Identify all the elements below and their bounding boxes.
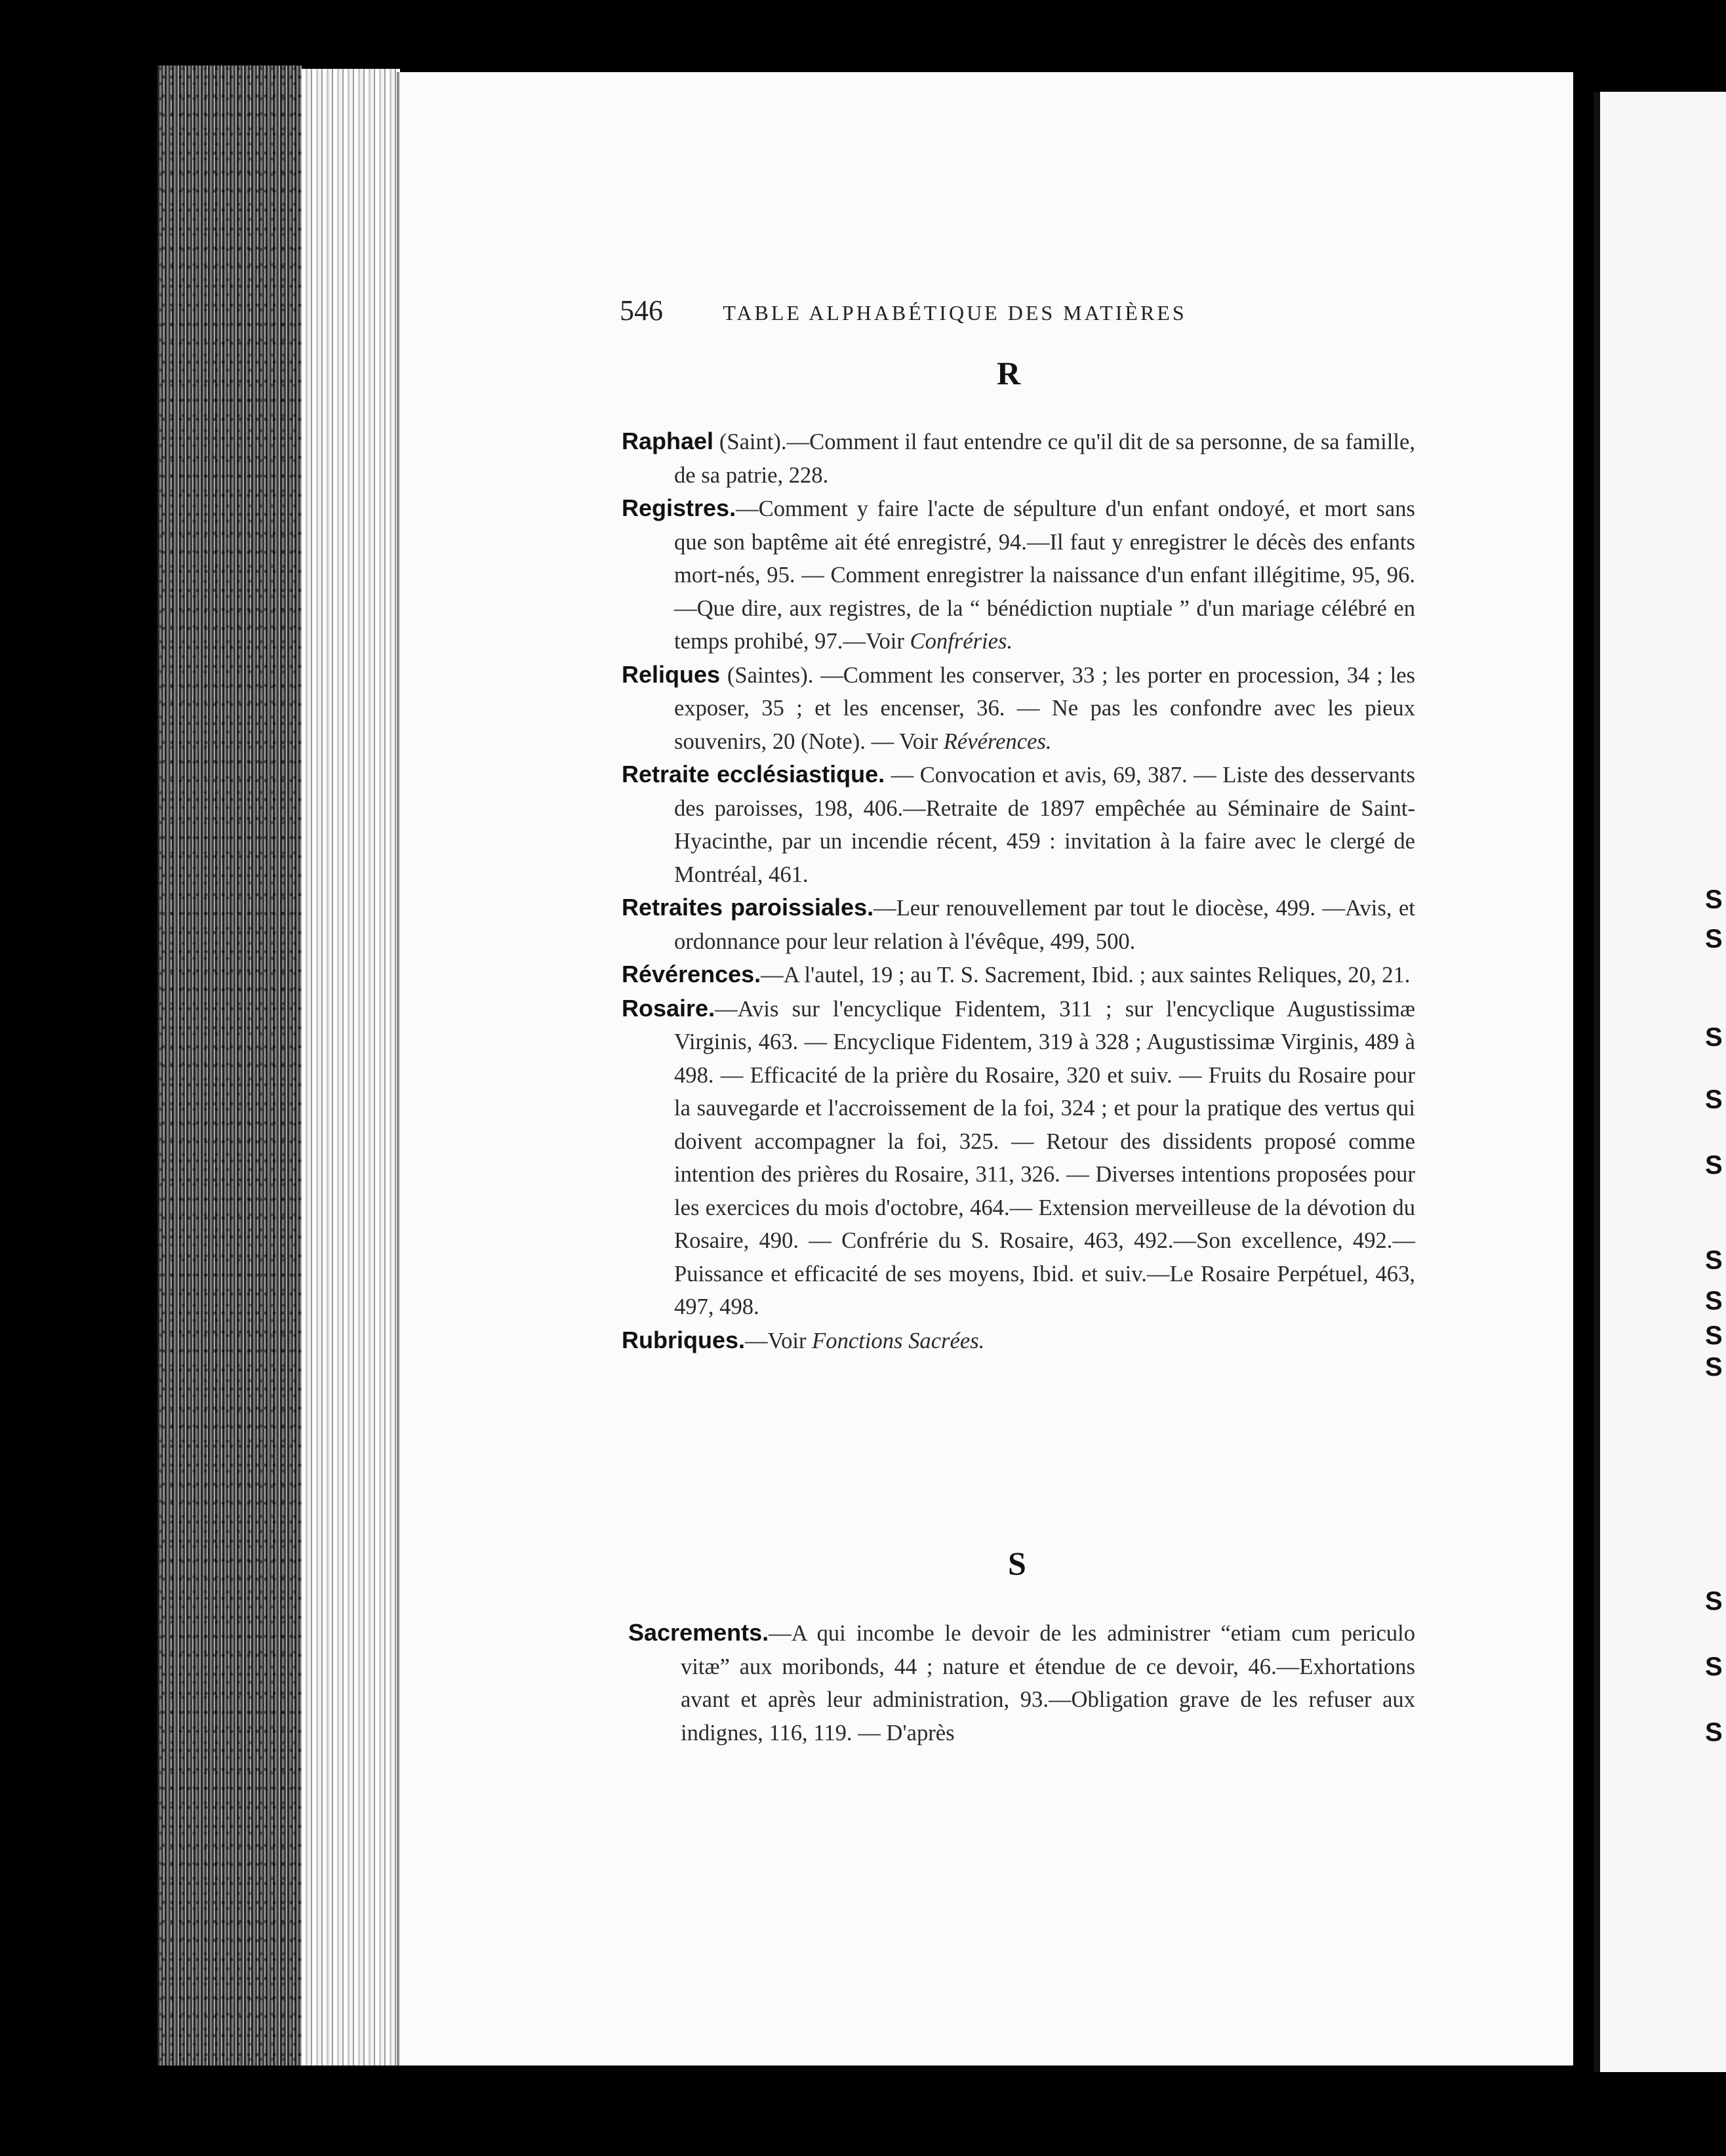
section-letter-r: R xyxy=(997,355,1021,391)
entry-term: Révérences. xyxy=(622,961,761,988)
facing-page-letter: S xyxy=(1705,1246,1723,1275)
index-entry xyxy=(622,658,1415,759)
index-entry xyxy=(622,891,1415,958)
entry-text: —Voir xyxy=(745,1328,813,1353)
facing-page-letter: S xyxy=(1705,885,1723,914)
facing-page-letter: S xyxy=(1705,1151,1723,1180)
book-edge xyxy=(157,66,302,2066)
page-number: 546 xyxy=(620,294,663,327)
index-entry xyxy=(622,992,1415,1324)
entry-term: Retraite ecclésiastique. xyxy=(622,761,885,788)
running-title: TABLE ALPHABÉTIQUE DES MATIÈRES xyxy=(723,301,1187,325)
entry-text: —A l'autel, 19 ; au T. S. Sacrement, Ibid. ; aux saintes Reliques, 20, 21. xyxy=(761,963,1411,988)
index-entry xyxy=(622,758,1415,891)
index-entry xyxy=(622,492,1415,658)
facing-page-letter: S xyxy=(1705,1353,1723,1382)
index-entry xyxy=(622,958,1415,992)
entry-reference: Fonctions Sacrées. xyxy=(812,1328,985,1353)
entry-term: Reliques xyxy=(622,660,721,688)
facing-page-letter: S xyxy=(1705,1587,1723,1616)
entry-term: Registres. xyxy=(622,494,736,521)
facing-page-letter: S xyxy=(1705,1023,1723,1052)
entry-text: (Saint).—Comment il faut entendre ce qu'il dit de sa personne, de sa famille, de sa patrie, 228. xyxy=(674,429,1415,488)
page-edges xyxy=(302,69,400,2066)
facing-page-letter: S xyxy=(1705,1085,1723,1114)
running-header xyxy=(620,294,1275,327)
entry-text: —Avis sur l'encyclique Fidentem, 311 ; sur l'encyclique Augustissimæ Virginis, 463. — Encyclique Fidentem, 319 à 328 ; Augustissimæ Virginis, 489 à 498. — Efficacité de la prière du Rosaire, 320 et suiv. — Fruits du Rosaire pour la sauvegarde et l'accroissement de la foi, 324 ; et pour la pratique des vertus qui doivent accompagner la foi, 325. — Retour des dissidents proposé comme intention des prières du Rosaire, 311, 326. — Diverses intentions proposées pour les exercices du mois d'octobre, 464.— Extension merveilleuse de la dévotion du Rosaire, 490. — Confrérie du S. Rosaire, 463, 492.—Son excellence, 492.—Puissance et efficacité de ses moyens, Ibid. et suiv.—Le Rosaire Perpétuel, 463, 497, 498. xyxy=(674,996,1415,1319)
entry-reference: Confréries. xyxy=(910,629,1013,654)
entry-text: —A qui incombe le devoir de les administrer “etiam cum periculo vitæ” aux moribonds, 44 ; nature et étendue de ce devoir, 46.—Exhortations avant et après leur administration, 93.—Obligation grave de les refuser aux indignes, 116, 119. — D'après xyxy=(681,1621,1415,1746)
facing-page-letter: S xyxy=(1705,1652,1723,1681)
entry-term: Rubriques. xyxy=(622,1326,746,1353)
index-entry xyxy=(628,1616,1415,1749)
entry-term: Retraites paroissiales. xyxy=(622,894,874,921)
entry-term: Raphael xyxy=(622,428,714,454)
facing-page-letter: S xyxy=(1705,1718,1723,1747)
entry-text: —Leur renouvellement par tout le diocèse, 499. —Avis, et ordonnance pour leur relation à l'évêque, 499, 500. xyxy=(674,896,1416,954)
entry-text: — Convocation et avis, 69, 387. — Liste des desservants des paroisses, 198, 406.—Retraite de 1897 empêchée au Séminaire de Saint-Hyacinthe, par un incendie récent, 459 : invitation à la faire avec le clergé de Montréal, 461. xyxy=(674,763,1415,887)
facing-page-letter: S xyxy=(1705,1321,1723,1350)
section-letter-s: S xyxy=(1008,1545,1026,1582)
entry-term: Sacrements. xyxy=(628,1619,769,1646)
facing-page-letter: S xyxy=(1705,1287,1723,1315)
facing-page-letter: S xyxy=(1705,925,1723,953)
entry-text: —Comment y faire l'acte de sépulture d'un enfant ondoyé, et mort sans que son baptême ait été enregistré, 94.—Il faut y enregistrer le décès des enfants mort-nés, 95. — Comment enregistrer la naissance d'un enfant illégitime, 95, 96.—Que dire, aux registres, de la “ bénédiction nuptiale ” d'un mariage célébré en temps prohibé, 97.—Voir xyxy=(674,496,1415,654)
entry-reference: Révérences. xyxy=(943,729,1052,754)
entry-term: Rosaire. xyxy=(622,994,715,1022)
entry-text: (Saintes). —Comment les conserver, 33 ; les porter en procession, 34 ; les exposer, 35 ; et les encenser, 36. — Ne pas les confondre avec les pieux souvenirs, 20 (Note). — Voir xyxy=(674,662,1415,754)
index-entries-r xyxy=(622,425,1415,1357)
index-entry xyxy=(622,1324,1415,1358)
facing-page xyxy=(1594,92,1726,2072)
index-entries-s xyxy=(628,1616,1415,1749)
index-entry xyxy=(622,425,1415,492)
